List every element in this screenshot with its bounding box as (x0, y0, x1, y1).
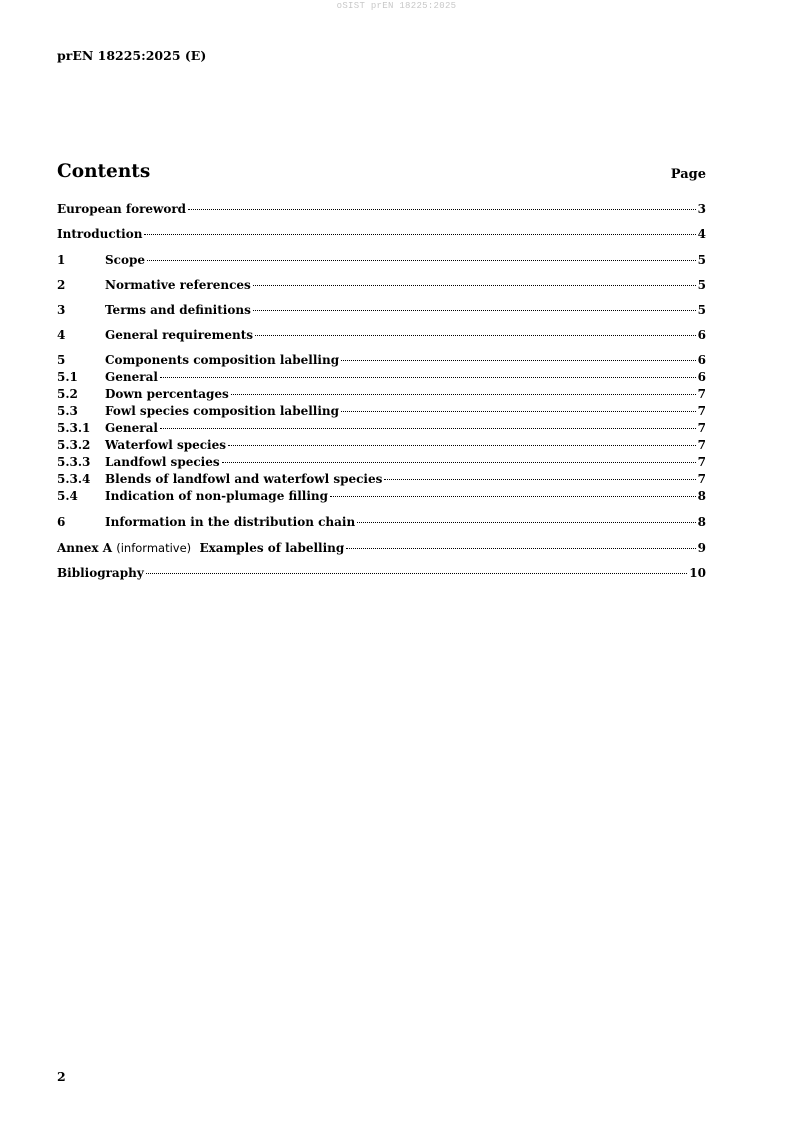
toc-entry-number: 6 (57, 515, 66, 529)
toc-entry-page: 7 (697, 438, 706, 452)
toc-leader-dots (253, 310, 696, 311)
toc-entry-title: General (105, 421, 158, 435)
document-id: prEN 18225:2025 (E) (57, 48, 207, 63)
toc-leader-dots (330, 496, 696, 497)
toc-entry-number: 5.2 (57, 387, 78, 401)
toc-entry-number: 5.3.1 (57, 421, 91, 435)
toc-entry-title (57, 540, 344, 557)
toc-entry-title: Down percentages (105, 387, 229, 401)
toc-entry[interactable] (57, 454, 706, 471)
toc-entry-page: 5 (697, 278, 706, 292)
contents-header (57, 156, 706, 182)
toc-entry[interactable] (57, 369, 706, 386)
toc-entry[interactable] (57, 540, 706, 557)
toc-leader-dots (231, 394, 696, 395)
toc-leader-dots (188, 209, 696, 210)
toc-leader-dots (228, 445, 696, 446)
toc-entry-page: 10 (689, 566, 706, 580)
toc-entry[interactable] (57, 277, 706, 294)
toc-leader-dots (144, 234, 695, 235)
toc-entry-number: 4 (57, 328, 66, 342)
toc-leader-dots (384, 479, 695, 480)
contents-title: Contents (57, 161, 151, 182)
toc-entry[interactable] (57, 201, 706, 218)
toc-entry-number: 2 (57, 278, 66, 292)
toc-entry-page: 7 (697, 387, 706, 401)
toc-leader-dots (146, 573, 688, 574)
toc-entry-number: 1 (57, 253, 66, 267)
toc-entry-page: 6 (697, 328, 706, 342)
toc-entry[interactable] (57, 565, 706, 582)
toc-leader-dots (160, 428, 696, 429)
toc-leader-dots (222, 462, 696, 463)
toc-entry[interactable] (57, 386, 706, 403)
annex-label: Annex A (57, 541, 113, 555)
toc-entry-page: 6 (697, 370, 706, 384)
toc-entry-title: Waterfowl species (105, 438, 226, 452)
toc-entry-number: 5 (57, 353, 66, 367)
toc-entry[interactable] (57, 302, 706, 319)
toc-entry-number: 5.1 (57, 370, 78, 384)
toc-entry-page: 3 (697, 202, 706, 216)
toc-entry[interactable] (57, 352, 706, 369)
toc-entry-title: Introduction (57, 227, 143, 241)
toc-entry-page: 9 (697, 541, 706, 555)
toc-entry-title: General (105, 370, 158, 384)
toc-entry-page: 7 (697, 455, 706, 469)
toc-entry-page: 7 (697, 404, 706, 418)
toc-entry-title: Bibliography (57, 566, 144, 580)
toc-leader-dots (341, 360, 696, 361)
toc-entry-number: 5.3.3 (57, 455, 91, 469)
contents-page-label: Page (670, 167, 706, 182)
toc-entry-page: 5 (697, 253, 706, 267)
toc-entry-title: Landfowl species (105, 455, 220, 469)
toc-entry[interactable] (57, 437, 706, 454)
toc-leader-dots (147, 260, 696, 261)
toc-entry-title: Normative references (105, 278, 251, 292)
toc-entry-number: 5.4 (57, 489, 78, 503)
toc-entry[interactable] (57, 488, 706, 505)
toc-entry-number: 5.3.2 (57, 438, 91, 452)
toc-entry[interactable] (57, 420, 706, 437)
annex-type: (informative) (116, 541, 192, 555)
toc-entry-page: 7 (697, 421, 706, 435)
toc-leader-dots (341, 411, 696, 412)
toc-entry-title: Terms and definitions (105, 303, 251, 317)
toc-entry[interactable] (57, 252, 706, 269)
toc-entry-page: 8 (697, 515, 706, 529)
toc-entry-number: 5.3.4 (57, 472, 91, 486)
toc-entry[interactable] (57, 327, 706, 344)
toc-entry-title: General requirements (105, 328, 254, 342)
toc-entry-title: Information in the distribution chain (105, 515, 356, 529)
watermark: oSIST prEN 18225:2025 (336, 1, 457, 11)
toc-entry[interactable] (57, 403, 706, 420)
toc-entry-number: 3 (57, 303, 66, 317)
toc-entry[interactable] (57, 226, 706, 243)
annex-title: Examples of labelling (199, 541, 345, 555)
toc-entry[interactable] (57, 514, 706, 531)
toc-entry-page: 7 (697, 472, 706, 486)
toc-entry-title: Blends of landfowl and waterfowl species (105, 472, 383, 486)
toc-entry-page: 8 (697, 489, 706, 503)
toc-entry-title: Fowl species composition labelling (105, 404, 340, 418)
page-number: 2 (57, 1069, 66, 1084)
toc-entry-number: 5.3 (57, 404, 78, 418)
toc-leader-dots (357, 522, 695, 523)
toc-entry-title: Components composition labelling (105, 353, 340, 367)
toc-leader-dots (255, 335, 696, 336)
toc-entry[interactable] (57, 471, 706, 488)
toc-entry-page: 5 (697, 303, 706, 317)
toc-leader-dots (253, 285, 696, 286)
toc-entry-title: Scope (105, 253, 146, 267)
toc-leader-dots (346, 548, 695, 549)
toc-entry-page: 6 (697, 353, 706, 367)
toc-entry-title: Indication of non-plumage filling (105, 489, 329, 503)
toc-leader-dots (160, 377, 696, 378)
toc-entry-page: 4 (697, 227, 706, 241)
toc-entry-title: European foreword (57, 202, 187, 216)
